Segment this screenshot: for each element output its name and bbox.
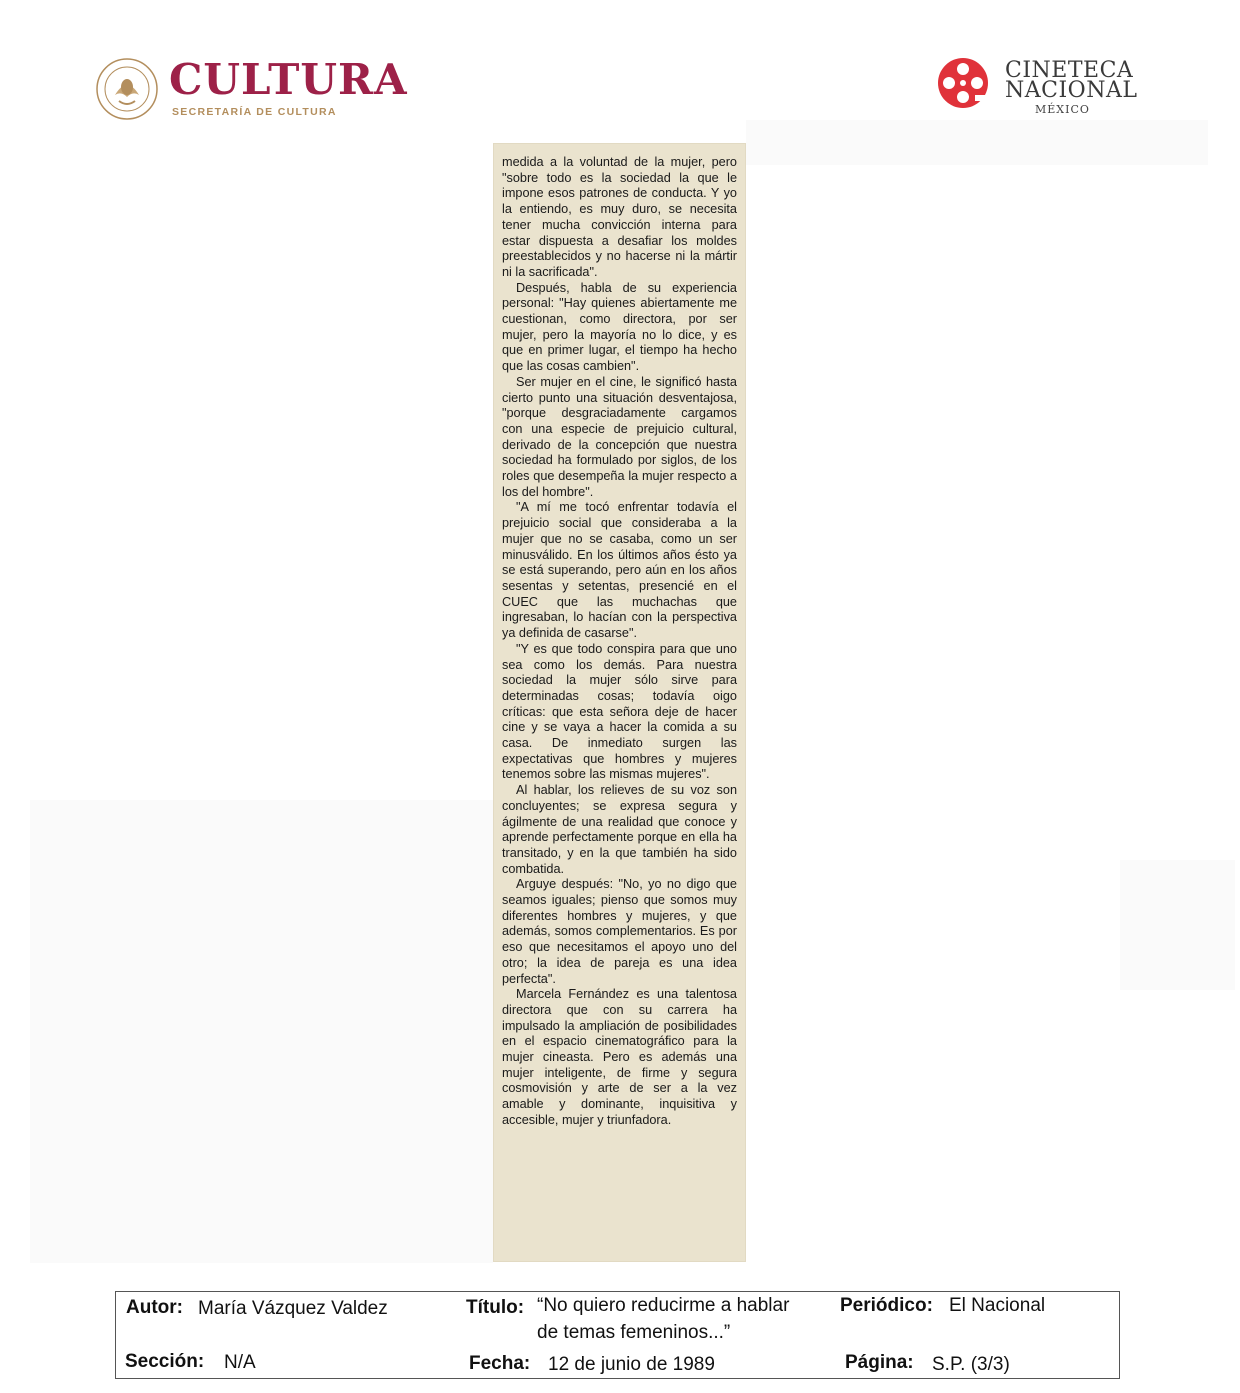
fecha-label: Fecha: [469,1353,531,1374]
seccion-value: N/A [224,1352,256,1373]
newspaper-clipping [493,143,746,1262]
scan-shade-right [746,120,1208,165]
cultura-subtitle: SECRETARÍA DE CULTURA [172,106,337,118]
titulo-value-line1: “No quiero reducirme a hablar [537,1295,790,1316]
article-paragraph: Al hablar, los relieves de su voz son concluyentes; se expresa segura y ágilmente de una realidad que conoce y aprende perfectamente porque en ella ha transitado, y en la que también ha sido combatida. [502,783,737,876]
periodico-value: El Nacional [949,1295,1046,1316]
cineteca-name [1005,58,1138,103]
fecha-value: 12 de junio de 1989 [548,1354,715,1375]
cineteca-line2: NACIONAL [1005,78,1138,103]
autor-value: María Vázquez Valdez [198,1298,388,1319]
mexican-seal-icon [95,57,159,121]
seccion-label: Sección: [125,1351,205,1372]
cultura-wordmark: CULTURA [169,55,408,104]
cineteca-logo [935,55,1165,117]
periodico-label: Periódico: [840,1295,933,1316]
titulo-value-line2: de temas femeninos...” [537,1322,731,1343]
pagina-label: Página: [845,1352,914,1373]
pagina-value: S.P. (3/3) [932,1354,1010,1375]
scan-shade-right-low [1120,860,1235,990]
titulo-label: Título: [466,1297,525,1318]
article-paragraph: "A mí me tocó enfrentar todavía el prejuicio social que consideraba a la mujer que no se casaba, como un ser minusválido. En los últimos años ésto ya se está superando, pero aún en los años sesentas y setentas, presencié en el CUEC que las muchachas que ingresaban, lo hacían con la perspectiva ya definida de casarse". [502,500,737,641]
article-paragraph: Ser mujer en el cine, le significó hasta cierto punto una situación desventajosa, "porque desgraciadamente cargamos con una especie de prejuicio cultural, derivado de la concepción que nuestra sociedad ha formulado por siglos, de los roles que desempeña la mujer respecto a los del hombre". [502,374,737,499]
cineteca-line1: CINETECA [1005,58,1134,83]
film-reel-icon [935,55,991,111]
scan-shade-left [30,800,493,1263]
article-paragraph: "Y es que todo conspira para que uno sea como los demás. Para nuestra sociedad la mujer sólo sirve para determinadas cosas; todavía oigo críticas: que esta señora deje de hacer cine y se vaya a hacer la comida a su casa. De inmediato surgen las expectativas que hombres y mujeres tenemos sobre las mismas mujeres". [502,641,737,782]
article-paragraph: medida a la voluntad de la mujer, pero "sobre todo es la sociedad la que le impone esos patrones de conducta. Y yo la entiendo, es muy duro, se necesita tener mucha convicción interna para estar dispuesta a desafiar los moldes preestablecidos y no hacerse ni la mártir ni la sacrificada". [502,155,737,279]
article-paragraph: Arguye después: "No, yo no digo que seamos iguales; pienso que somos muy diferentes hombres y mujeres, y que además, somos complementarios. Es por eso que necesitamos el apoyo uno del otro; la idea de pareja es una idea perfecta". [502,877,737,986]
article-paragraph: Después, habla de su experiencia personal: "Hay quienes abiertamente me cuestionan, como directora, por ser mujer, pero la mayoría no lo dice, y es que en primer lugar, el tiempo ha hecho que las cosas cambien". [502,280,737,374]
cineteca-country: MÉXICO [1035,103,1090,116]
metadata-box [115,1291,1120,1379]
autor-label: Autor: [126,1297,183,1318]
cultura-logo [95,55,415,125]
article-paragraph: Marcela Fernández es una talentosa directora que con su carrera ha impulsado la ampliación de posibilidades en el espacio cinematográfico para la mujer cineasta. Pero es además una mujer inteligente, de firme y segura cosmovisión y arte de ser a la vez amable y dominante, inquisitiva y accesible, mujer y triunfadora. [502,987,737,1127]
